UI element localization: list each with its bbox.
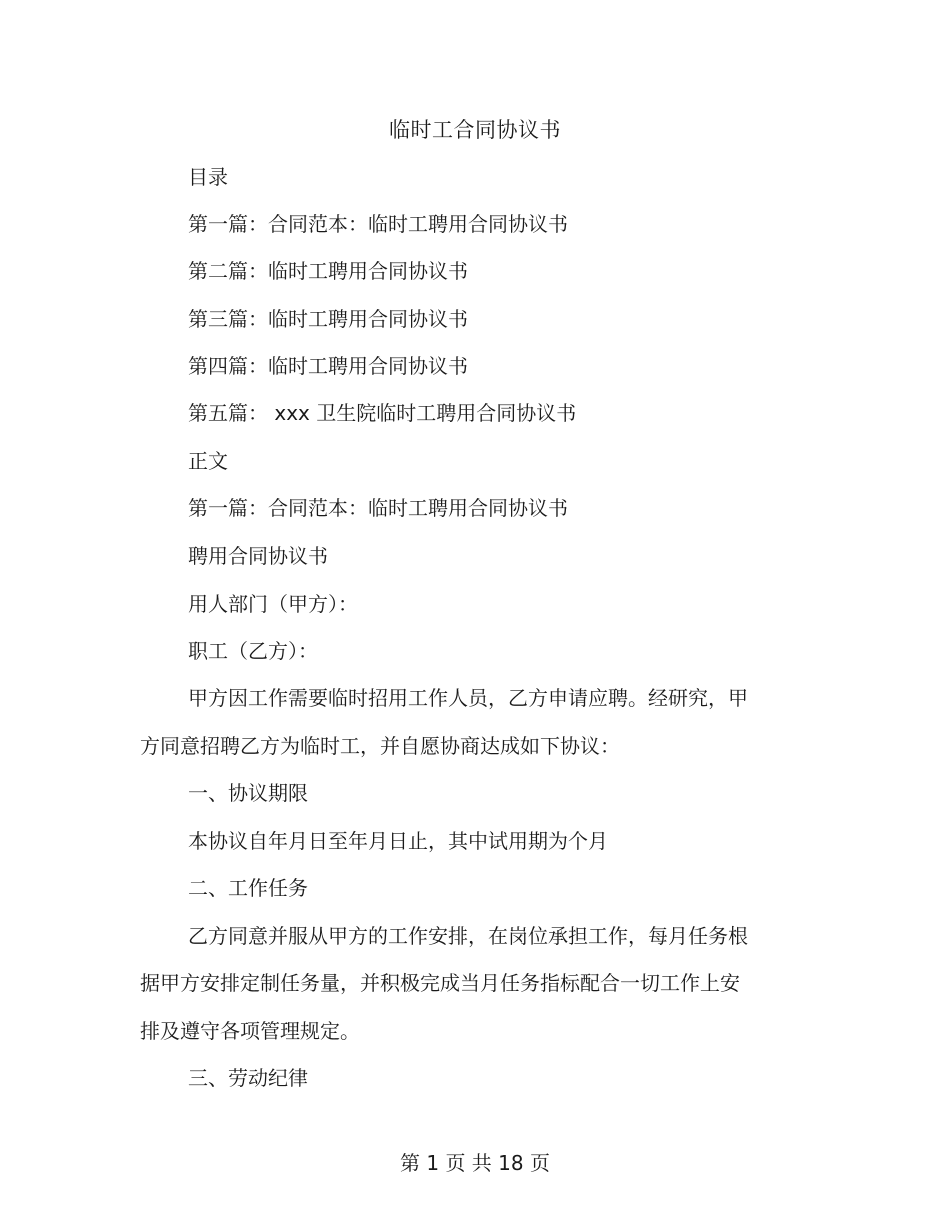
toc-item-4: 第四篇：临时工聘用合同协议书 xyxy=(188,354,468,378)
toc-heading: 目录 xyxy=(188,165,228,189)
section1-heading: 一、协议期限 xyxy=(188,781,308,805)
party-b-field: 职工（乙方）： xyxy=(188,639,318,663)
section2-heading: 二、工作任务 xyxy=(188,876,308,900)
toc-item-5: 第五篇： xxx 卫生院临时工聘用合同协议书 xyxy=(188,401,577,425)
intro-paragraph-line-2: 方同意招聘乙方为临时工，并自愿协商达成如下协议： xyxy=(140,734,620,758)
section2-paragraph-line-2: 据甲方安排定制任务量，并积极完成当月任务指标配合一切工作上安 xyxy=(140,971,740,995)
part1-title: 第一篇：合同范本：临时工聘用合同协议书 xyxy=(188,496,568,520)
body-heading: 正文 xyxy=(188,449,228,473)
toc-item-3: 第三篇：临时工聘用合同协议书 xyxy=(188,307,468,331)
section1-text: 本协议自年月日至年月日止，其中试用期为个月 xyxy=(188,829,608,853)
section2-paragraph-line-3: 排及遵守各项管理规定。 xyxy=(140,1019,360,1043)
document-title: 临时工合同协议书 xyxy=(389,118,561,142)
toc-item-1: 第一篇：合同范本：临时工聘用合同协议书 xyxy=(188,212,568,236)
section2-paragraph-line-1: 乙方同意并服从甲方的工作安排，在岗位承担工作，每月任务根 xyxy=(188,924,748,948)
section3-heading: 三、劳动纪律 xyxy=(188,1066,308,1090)
party-a-field: 用人部门（甲方）： xyxy=(188,592,358,616)
page-number-footer: 第 1 页 共 18 页 xyxy=(400,1151,550,1175)
intro-paragraph-line-1: 甲方因工作需要临时招用工作人员，乙方申请应聘。经研究，甲 xyxy=(188,686,748,710)
toc-item-2: 第二篇：临时工聘用合同协议书 xyxy=(188,259,468,283)
contract-title: 聘用合同协议书 xyxy=(188,544,328,568)
